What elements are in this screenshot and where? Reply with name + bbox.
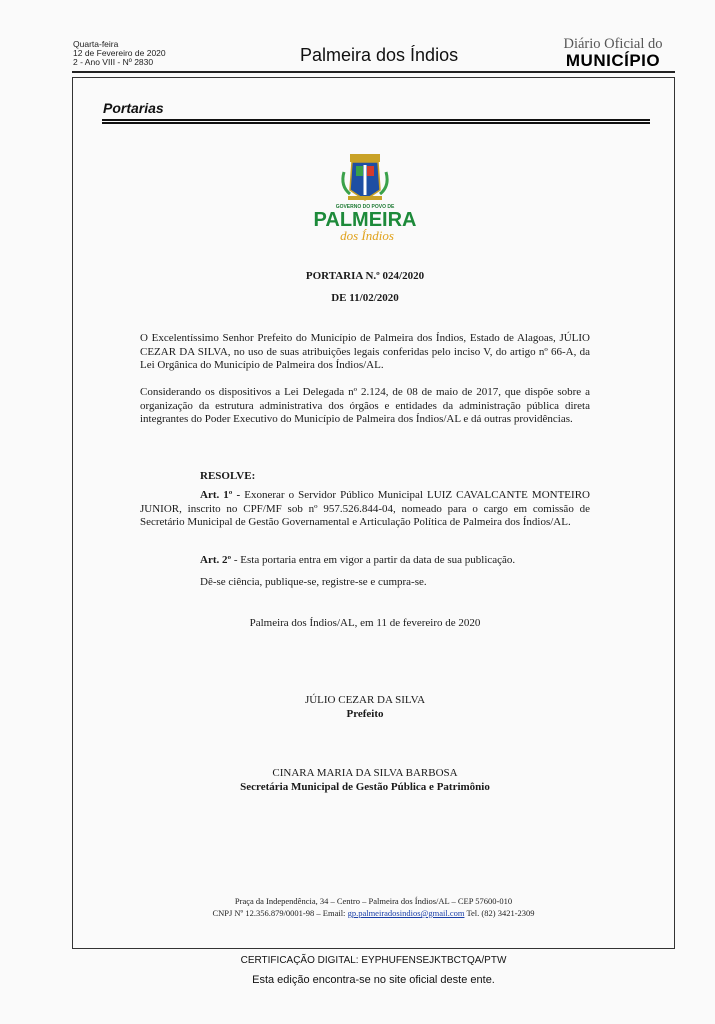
signer-1-name: JÚLIO CEZAR DA SILVA — [304, 694, 426, 706]
header-edition: 2 - Ano VIII - Nº 2830 — [73, 57, 154, 67]
site-note: Esta edição encontra-se no site oficial deste ente. — [252, 974, 495, 986]
header-city-title: Palmeira dos Índios — [300, 45, 459, 65]
article-2-text: - Esta portaria entra em vigor a partir da data de sua publicação. — [231, 554, 516, 566]
brand-top-text: Diário Oficial do — [563, 36, 663, 52]
header-divider — [72, 71, 675, 73]
resolve-heading: RESOLVE: — [200, 470, 256, 482]
signer-1-role: Prefeito — [346, 708, 384, 720]
article-1 — [140, 489, 590, 530]
footer-address: Praça da Independência, 34 – Centro – Palmeira dos Índios/AL – CEP 57600-010 — [234, 896, 513, 906]
intro-paragraph: O Excelentíssimo Senhor Prefeito do Município de Palmeira dos Índios, Estado de Alagoas, JÚLIO CEZAR DA SILVA, no uso de suas atribuições legais conferidas pelo inciso V, do artigo nº 66-A, da Lei Orgânica do Município de Palmeira dos Índios/AL. — [140, 332, 590, 371]
logo-line3: dos Índios — [340, 228, 394, 243]
portaria-date: DE 11/02/2020 — [331, 292, 399, 304]
header-date: 12 de Fevereiro de 2020 — [73, 48, 166, 58]
digital-certification: CERTIFICAÇÃO DIGITAL: EYPHUFENSEJKTBCTQA/PTW — [240, 955, 507, 966]
header-weekday: Quarta-feira — [73, 39, 119, 49]
section-title: Portarias — [103, 100, 164, 116]
article-2-label: Art. 2º — [200, 554, 232, 566]
portaria-number: PORTARIA N.º 024/2020 — [305, 270, 425, 282]
diario-oficial-brand — [553, 37, 673, 69]
footer-cnpj: CNPJ Nº 12.356.879/0001-98 – Email: — [212, 908, 348, 918]
coat-of-arms-icon — [343, 154, 387, 200]
footer-contact — [72, 908, 675, 918]
logo-line1: GOVERNO DO POVO DE — [335, 204, 395, 210]
considering-paragraph: Considerando os dispositivos a Lei Delegada nº 2.124, de 08 de maio de 2017, que dispõe sobre a organização da estrutura administrativa dos órgãos e entidades da administração pública direta integrantes do Poder Executivo do Município de Palmeira dos Índios/AL e dá outras providências. — [140, 386, 590, 425]
brand-bottom-text: MUNICÍPIO — [565, 51, 661, 70]
footer-email-link[interactable]: gp.palmeiradosindios@gmail.com — [347, 908, 465, 918]
footer-phone: Tel. (82) 3421-2309 — [464, 908, 535, 918]
signer-2-name: CINARA MARIA DA SILVA BARBOSA — [272, 767, 458, 779]
article-1-text: Exonerar o Servidor Público Municipal LUIZ CAVALCANTE MONTEIRO JUNIOR, inscrito no CPF/MF sob nº 957.526.844-04, nomeado para o cargo em comissão de Secretário Municipal de Gestão Governamental e Articulação Política de Palmeira dos Índios/AL. — [140, 489, 590, 528]
municipal-coat-of-arms-logo — [310, 152, 420, 244]
header-date-block — [73, 40, 166, 67]
article-2 — [200, 554, 515, 566]
section-divider — [102, 119, 650, 121]
logo-line2: PALMEIRA — [313, 209, 417, 231]
section-divider-second — [102, 122, 650, 124]
article-1-label: Art. 1º - — [200, 489, 241, 501]
signer-2-role: Secretária Municipal de Gestão Pública e Patrimônio — [240, 781, 490, 793]
closing-line: Dê-se ciência, publique-se, registre-se e cumpra-se. — [200, 576, 427, 588]
place-and-date: Palmeira dos Índios/AL, em 11 de fevereiro de 2020 — [249, 617, 481, 629]
